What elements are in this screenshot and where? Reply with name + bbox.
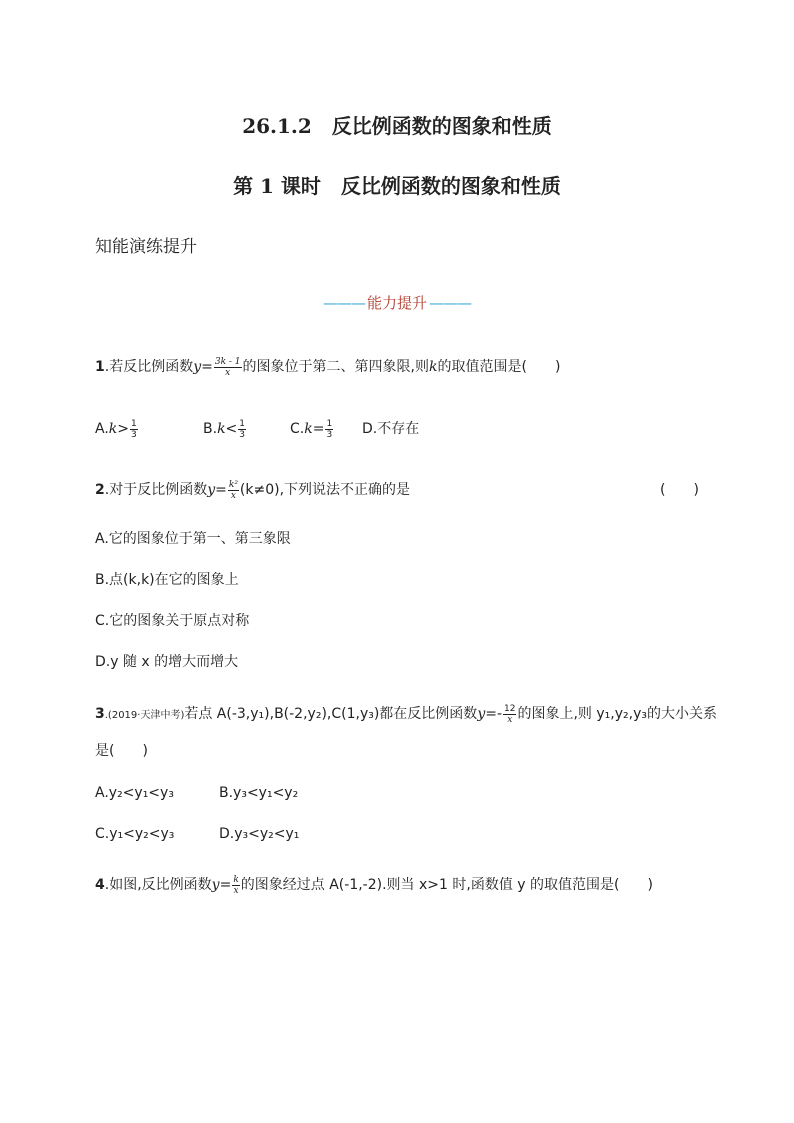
q3-option-b: B.y₃<y₁<y₂ bbox=[219, 785, 299, 801]
q1-option-b-num: 1 bbox=[239, 418, 246, 429]
q1-option-a-op: > bbox=[117, 421, 129, 437]
q1-close: ) bbox=[554, 359, 561, 375]
q1-option-b-var: k bbox=[217, 421, 226, 437]
q2-prefix: .对于反比例函数 bbox=[104, 482, 208, 498]
q2-option-d: D.y 随 x 的增大而增大 bbox=[95, 654, 239, 670]
question-2-number: 2 bbox=[95, 482, 105, 498]
q1-suffix-b: 的取值范围是( bbox=[437, 359, 527, 375]
question-3-number: 3 bbox=[95, 706, 105, 722]
q3-frac-den: x bbox=[507, 714, 513, 725]
q2-fraction bbox=[228, 480, 239, 501]
q1-frac-num: 3k - 1 bbox=[214, 356, 241, 367]
q1-option-a-letter: A. bbox=[95, 421, 109, 437]
q1-fraction bbox=[214, 357, 242, 378]
q2-eq: = bbox=[215, 482, 227, 498]
q4-prefix: .如图,反比例函数 bbox=[104, 877, 212, 893]
q1-prefix: .若反比例函数 bbox=[104, 359, 194, 375]
q1-option-c-frac bbox=[325, 419, 333, 440]
q4-fraction bbox=[232, 875, 239, 896]
question-1-stem bbox=[95, 356, 560, 378]
subsection-label: 能力提升 bbox=[366, 294, 427, 312]
q3-eq: =- bbox=[485, 706, 503, 722]
q1-k: k bbox=[428, 359, 438, 375]
q1-option-c-letter: C. bbox=[290, 421, 305, 437]
q3-option-c: C.y₁<y₂<y₃ bbox=[95, 826, 175, 842]
q1-option-d bbox=[362, 418, 419, 440]
q1-option-b-den: 3 bbox=[239, 429, 246, 440]
subsection-rule-right: ——— bbox=[429, 294, 471, 312]
q4-y: y bbox=[211, 877, 220, 893]
question-4-stem bbox=[95, 874, 653, 896]
question-4-number: 4 bbox=[95, 877, 105, 893]
q3-source: .(2019·天津中考) bbox=[104, 710, 185, 721]
question-1-number: 1 bbox=[95, 359, 105, 375]
q1-frac-den: x bbox=[225, 367, 231, 378]
q1-option-b bbox=[203, 418, 247, 440]
q4-frac-num: k bbox=[233, 874, 239, 885]
q1-option-b-letter: B. bbox=[203, 421, 218, 437]
q4-suffix: 的图象经过点 A(-1,-2).则当 x>1 时,函数值 y 的取值范围是( ) bbox=[240, 877, 653, 893]
lesson-title: 第 1 课时 反比例函数的图象和性质 bbox=[233, 174, 561, 198]
subsection-rule-left: ——— bbox=[322, 294, 365, 312]
q3-body-a: 若点 A(-3,y₁),B(-2,y₂),C(1,y₃)都在反比例函数 bbox=[184, 706, 478, 722]
section-title: 知能演练提升 bbox=[95, 237, 197, 257]
q3-option-a: A.y₂<y₁<y₃ bbox=[95, 785, 174, 801]
q3-stem-line2: 是( ) bbox=[95, 743, 148, 759]
q1-option-a-frac bbox=[130, 419, 138, 440]
subsection-heading bbox=[0, 292, 794, 313]
q3-frac-num: 12 bbox=[504, 703, 516, 714]
q2-option-a: A.它的图象位于第一、第三象限 bbox=[95, 531, 291, 547]
q1-option-a bbox=[95, 418, 139, 440]
q2-cond: (k≠0) bbox=[239, 482, 280, 498]
q1-option-c-num: 1 bbox=[326, 418, 333, 429]
q1-option-d-letter: D. bbox=[362, 421, 378, 437]
page-title: 26.1.2 反比例函数的图象和性质 bbox=[242, 114, 552, 138]
question-2-stem bbox=[95, 479, 410, 501]
q1-option-c-op: = bbox=[312, 421, 325, 437]
q3-y: y bbox=[477, 706, 486, 722]
q2-option-c: C.它的图象关于原点对称 bbox=[95, 613, 250, 629]
q1-option-c bbox=[290, 418, 334, 440]
q1-option-b-op: < bbox=[225, 421, 238, 437]
q2-frac-num: k² bbox=[228, 479, 238, 490]
q2-y: y bbox=[207, 482, 216, 498]
q1-suffix-a: 的图象位于第二、第四象限,则 bbox=[242, 359, 429, 375]
q2-suffix: ,下列说法不正确的是 bbox=[279, 482, 411, 498]
q2-answer-paren: ( ) bbox=[660, 482, 699, 498]
q3-option-d: D.y₃<y₂<y₁ bbox=[219, 826, 300, 842]
q1-option-b-frac bbox=[238, 419, 246, 440]
question-3-stem bbox=[95, 703, 717, 727]
q3-body-b: 的图象上,则 y₁,y₂,y₃的大小关系 bbox=[517, 706, 717, 722]
q1-y: y bbox=[193, 359, 202, 375]
q1-option-a-num: 1 bbox=[131, 418, 137, 429]
q1-option-a-den: 3 bbox=[131, 429, 137, 440]
q3-fraction bbox=[503, 704, 516, 725]
q4-eq: = bbox=[219, 877, 232, 893]
q2-frac-den: x bbox=[230, 490, 236, 501]
q2-option-b: B.点(k,k)在它的图象上 bbox=[95, 572, 239, 588]
q1-option-a-var: k bbox=[108, 421, 118, 437]
q1-eq: = bbox=[201, 359, 213, 375]
q1-option-d-text: 不存在 bbox=[377, 421, 420, 437]
q1-option-c-den: 3 bbox=[326, 429, 333, 440]
q4-frac-den: x bbox=[233, 885, 239, 896]
q1-option-c-var: k bbox=[304, 421, 313, 437]
